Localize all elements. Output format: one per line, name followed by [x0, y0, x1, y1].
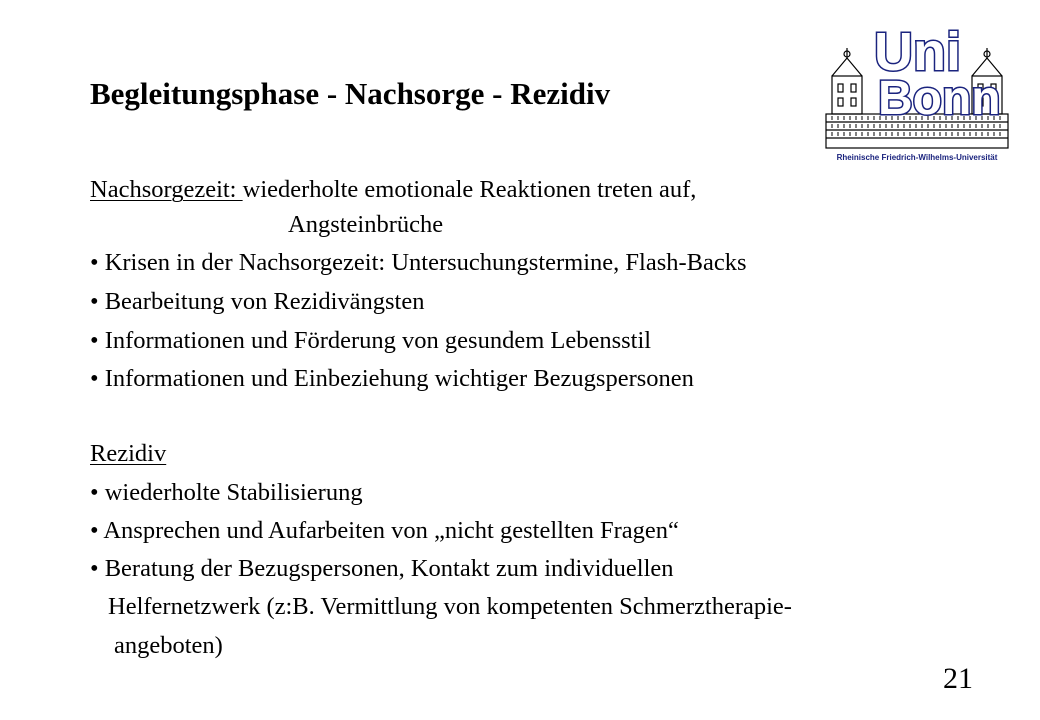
nachsorge-bullet: • Informationen und Einbeziehung wichtiger Bezugspersonen — [90, 365, 694, 392]
logo-word-bonn: Bonn — [878, 72, 1001, 125]
nachsorge-bullet: • Bearbeitung von Rezidivängsten — [90, 288, 425, 315]
rezidiv-bullet-continued: Helfernetzwerk (z:B. Vermittlung von kompetenten Schmerztherapie- — [108, 593, 792, 620]
uni-bonn-logo — [822, 14, 1012, 166]
nachsorge-bullet: • Krisen in der Nachsorgezeit: Untersuchungstermine, Flash-Backs — [90, 249, 747, 276]
nachsorge-line — [90, 178, 696, 203]
nachsorge-label: Nachsorgezeit: — [90, 176, 243, 203]
rezidiv-heading: Rezidiv — [90, 440, 167, 467]
slide-title: Begleitungsphase - Nachsorge - Rezidiv — [90, 76, 611, 111]
nachsorge-bullet: • Informationen und Förderung von gesundem Lebensstil — [90, 327, 652, 354]
rezidiv-bullet-continued: angeboten) — [114, 632, 223, 659]
nachsorge-text: wiederholte emotionale Reaktionen treten auf, — [242, 176, 697, 203]
logo-caption: Rheinische Friedrich-Wilhelms-Universität — [836, 153, 998, 162]
rezidiv-bullet: • wiederholte Stabilisierung — [90, 479, 363, 506]
nachsorge-text-continued: Angsteinbrüche — [288, 211, 444, 238]
rezidiv-bullet: • Beratung der Bezugspersonen, Kontakt zum individuellen — [90, 555, 674, 582]
rezidiv-bullet: • Ansprechen und Aufarbeiten von „nicht gestellten Fragen“ — [90, 517, 679, 544]
logo-word-uni: Uni — [874, 22, 961, 82]
page-number: 21 — [943, 662, 973, 695]
